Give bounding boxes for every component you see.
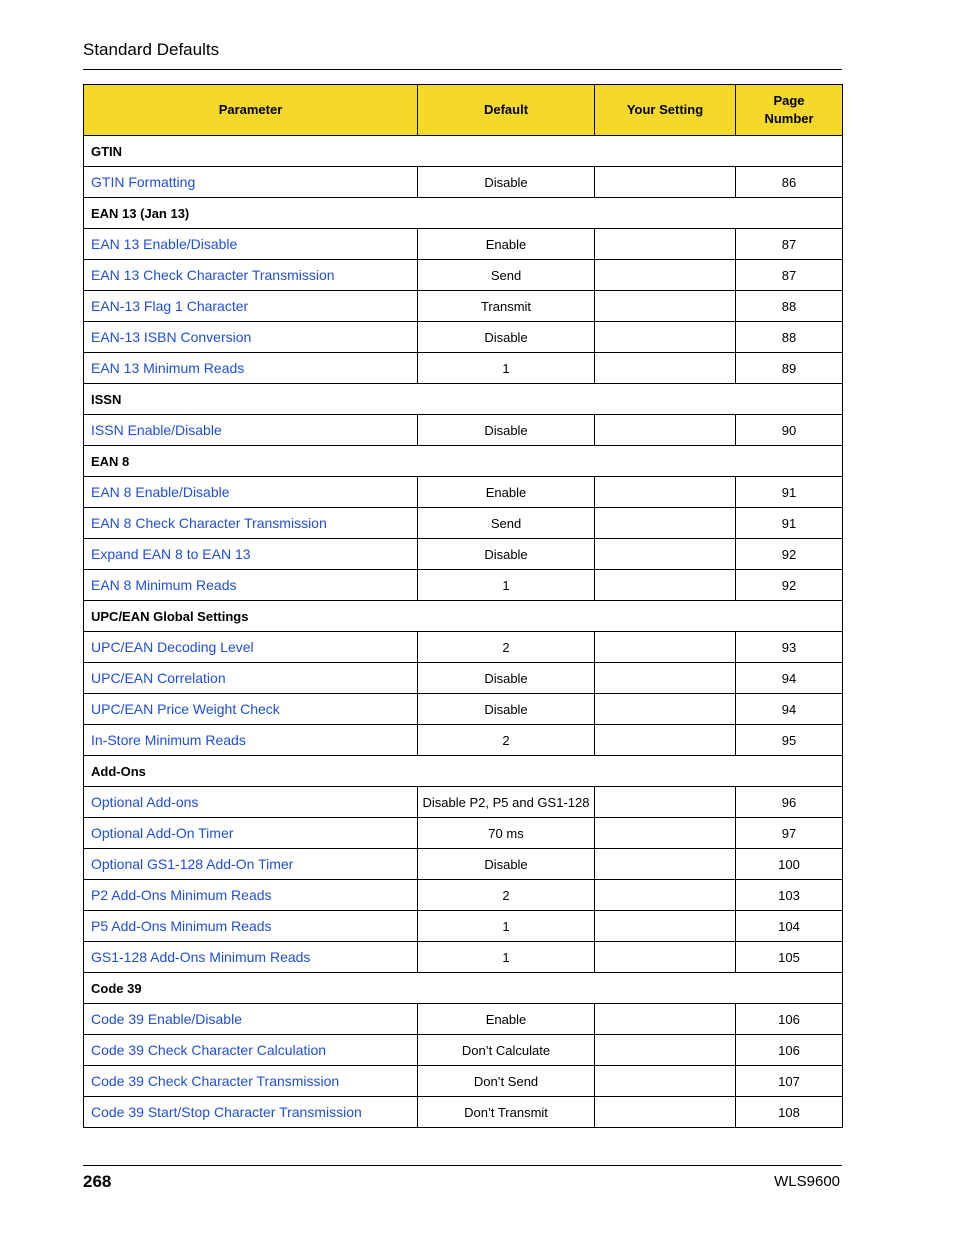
footer-page-number: 268 xyxy=(83,1172,112,1191)
parameter-link[interactable]: EAN 13 Check Character Transmission xyxy=(84,260,418,291)
page-number-cell: 91 xyxy=(736,477,843,508)
table-row xyxy=(84,632,843,663)
parameter-link[interactable]: EAN 13 Minimum Reads xyxy=(84,353,418,384)
parameter-link[interactable]: GS1-128 Add-Ons Minimum Reads xyxy=(84,942,418,973)
parameter-link[interactable]: UPC/EAN Correlation xyxy=(84,663,418,694)
parameter-link[interactable]: EAN-13 Flag 1 Character xyxy=(84,291,418,322)
your-setting-cell xyxy=(595,291,736,322)
your-setting-cell xyxy=(595,694,736,725)
default-value: 2 xyxy=(418,632,595,663)
table-row xyxy=(84,849,843,880)
parameter-link[interactable]: EAN 8 Check Character Transmission xyxy=(84,508,418,539)
your-setting-cell xyxy=(595,570,736,601)
default-value: 1 xyxy=(418,353,595,384)
table-row xyxy=(84,477,843,508)
standard-defaults-table xyxy=(83,84,843,1128)
page-number-cell: 91 xyxy=(736,508,843,539)
your-setting-cell xyxy=(595,508,736,539)
default-value: Disable P2, P5 and GS1-128 xyxy=(418,787,595,818)
your-setting-cell xyxy=(595,1097,736,1128)
your-setting-cell xyxy=(595,1066,736,1097)
default-value: 1 xyxy=(418,911,595,942)
your-setting-cell xyxy=(595,539,736,570)
page-number-cell: 100 xyxy=(736,849,843,880)
page-number-cell: 92 xyxy=(736,570,843,601)
section-label: UPC/EAN Global Settings xyxy=(84,601,843,632)
table-row xyxy=(84,353,843,384)
default-value: Don’t Transmit xyxy=(418,1097,595,1128)
default-value: Send xyxy=(418,508,595,539)
your-setting-cell xyxy=(595,353,736,384)
table-body xyxy=(84,136,843,1128)
parameter-link[interactable]: Code 39 Start/Stop Character Transmission xyxy=(84,1097,418,1128)
your-setting-cell xyxy=(595,942,736,973)
your-setting-cell xyxy=(595,415,736,446)
table-row xyxy=(84,725,843,756)
default-value: 2 xyxy=(418,725,595,756)
section-label: ISSN xyxy=(84,384,843,415)
table-header-row xyxy=(84,85,843,136)
parameter-link[interactable]: P2 Add-Ons Minimum Reads xyxy=(84,880,418,911)
default-value: Disable xyxy=(418,663,595,694)
section-label: GTIN xyxy=(84,136,843,167)
parameter-link[interactable]: GTIN Formatting xyxy=(84,167,418,198)
parameter-link[interactable]: EAN-13 ISBN Conversion xyxy=(84,322,418,353)
page-number-cell: 106 xyxy=(736,1004,843,1035)
table-row xyxy=(84,322,843,353)
parameter-link[interactable]: Expand EAN 8 to EAN 13 xyxy=(84,539,418,570)
your-setting-cell xyxy=(595,229,736,260)
default-value: Disable xyxy=(418,539,595,570)
default-value: Transmit xyxy=(418,291,595,322)
page-number-cell: 86 xyxy=(736,167,843,198)
section-label: Add-Ons xyxy=(84,756,843,787)
page-number-cell: 89 xyxy=(736,353,843,384)
default-value: Enable xyxy=(418,1004,595,1035)
section-header-row xyxy=(84,136,843,167)
parameter-link[interactable]: Optional Add-ons xyxy=(84,787,418,818)
parameter-link[interactable]: Code 39 Check Character Transmission xyxy=(84,1066,418,1097)
table-row xyxy=(84,260,843,291)
your-setting-cell xyxy=(595,787,736,818)
table-row xyxy=(84,911,843,942)
page-number-cell: 94 xyxy=(736,694,843,725)
section-label: EAN 8 xyxy=(84,446,843,477)
section-header-row xyxy=(84,973,843,1004)
default-value: Disable xyxy=(418,849,595,880)
default-value: Disable xyxy=(418,694,595,725)
your-setting-cell xyxy=(595,1035,736,1066)
table-row xyxy=(84,1004,843,1035)
page-number-cell: 95 xyxy=(736,725,843,756)
page-number-cell: 103 xyxy=(736,880,843,911)
your-setting-cell xyxy=(595,167,736,198)
page-number-cell: 104 xyxy=(736,911,843,942)
default-value: Enable xyxy=(418,229,595,260)
page-number-cell: 87 xyxy=(736,229,843,260)
table-row xyxy=(84,663,843,694)
section-label: Code 39 xyxy=(84,973,843,1004)
column-header-page-number-label: Page Number xyxy=(764,93,814,126)
column-header-page-number xyxy=(736,85,843,136)
default-value: 2 xyxy=(418,880,595,911)
table-row xyxy=(84,818,843,849)
your-setting-cell xyxy=(595,322,736,353)
header-divider xyxy=(83,69,842,70)
default-value: Disable xyxy=(418,322,595,353)
page-number-cell: 88 xyxy=(736,322,843,353)
section-header-row xyxy=(84,198,843,229)
page-number-cell: 90 xyxy=(736,415,843,446)
parameter-link[interactable]: UPC/EAN Decoding Level xyxy=(84,632,418,663)
your-setting-cell xyxy=(595,818,736,849)
section-label: EAN 13 (Jan 13) xyxy=(84,198,843,229)
table-row xyxy=(84,167,843,198)
table-row xyxy=(84,787,843,818)
your-setting-cell xyxy=(595,1004,736,1035)
page-number-cell: 96 xyxy=(736,787,843,818)
page-number-cell: 108 xyxy=(736,1097,843,1128)
page-number-cell: 97 xyxy=(736,818,843,849)
table-row xyxy=(84,1097,843,1128)
table-row xyxy=(84,291,843,322)
default-value: Don’t Send xyxy=(418,1066,595,1097)
parameter-link[interactable]: EAN 13 Enable/Disable xyxy=(84,229,418,260)
page-number-cell: 93 xyxy=(736,632,843,663)
table-row xyxy=(84,508,843,539)
section-header-row xyxy=(84,446,843,477)
default-value: 70 ms xyxy=(418,818,595,849)
default-value: Disable xyxy=(418,167,595,198)
table-row xyxy=(84,1066,843,1097)
your-setting-cell xyxy=(595,260,736,291)
column-header-default: Default xyxy=(418,85,595,136)
parameter-link[interactable]: P5 Add-Ons Minimum Reads xyxy=(84,911,418,942)
table-row xyxy=(84,880,843,911)
table-row xyxy=(84,229,843,260)
parameter-link[interactable]: Optional Add-On Timer xyxy=(84,818,418,849)
your-setting-cell xyxy=(595,663,736,694)
parameter-link[interactable]: EAN 8 Enable/Disable xyxy=(84,477,418,508)
table-row xyxy=(84,1035,843,1066)
page-number-cell: 87 xyxy=(736,260,843,291)
parameter-link[interactable]: Code 39 Enable/Disable xyxy=(84,1004,418,1035)
your-setting-cell xyxy=(595,880,736,911)
default-value: Disable xyxy=(418,415,595,446)
section-header-row xyxy=(84,601,843,632)
page-number-cell: 105 xyxy=(736,942,843,973)
page-number-cell: 106 xyxy=(736,1035,843,1066)
footer-model-name: WLS9600 xyxy=(774,1173,840,1190)
default-value: 1 xyxy=(418,942,595,973)
table-row xyxy=(84,570,843,601)
footer-divider xyxy=(83,1165,842,1166)
section-header-row xyxy=(84,384,843,415)
your-setting-cell xyxy=(595,632,736,663)
table-row xyxy=(84,415,843,446)
parameter-link[interactable]: In-Store Minimum Reads xyxy=(84,725,418,756)
parameter-link[interactable]: UPC/EAN Price Weight Check xyxy=(84,694,418,725)
default-value: Don’t Calculate xyxy=(418,1035,595,1066)
default-value: 1 xyxy=(418,570,595,601)
section-header-row xyxy=(84,756,843,787)
column-header-parameter: Parameter xyxy=(84,85,418,136)
your-setting-cell xyxy=(595,477,736,508)
table-row xyxy=(84,694,843,725)
default-value: Send xyxy=(418,260,595,291)
default-value: Enable xyxy=(418,477,595,508)
page-header-title: Standard Defaults xyxy=(83,40,220,59)
page-number-cell: 94 xyxy=(736,663,843,694)
page-number-cell: 107 xyxy=(736,1066,843,1097)
your-setting-cell xyxy=(595,849,736,880)
column-header-your-setting: Your Setting xyxy=(595,85,736,136)
your-setting-cell xyxy=(595,725,736,756)
page-number-cell: 92 xyxy=(736,539,843,570)
table-row xyxy=(84,539,843,570)
your-setting-cell xyxy=(595,911,736,942)
parameter-link[interactable]: ISSN Enable/Disable xyxy=(84,415,418,446)
table-row xyxy=(84,942,843,973)
page-number-cell: 88 xyxy=(736,291,843,322)
parameter-link[interactable]: Optional GS1-128 Add-On Timer xyxy=(84,849,418,880)
parameter-link[interactable]: EAN 8 Minimum Reads xyxy=(84,570,418,601)
parameter-link[interactable]: Code 39 Check Character Calculation xyxy=(84,1035,418,1066)
